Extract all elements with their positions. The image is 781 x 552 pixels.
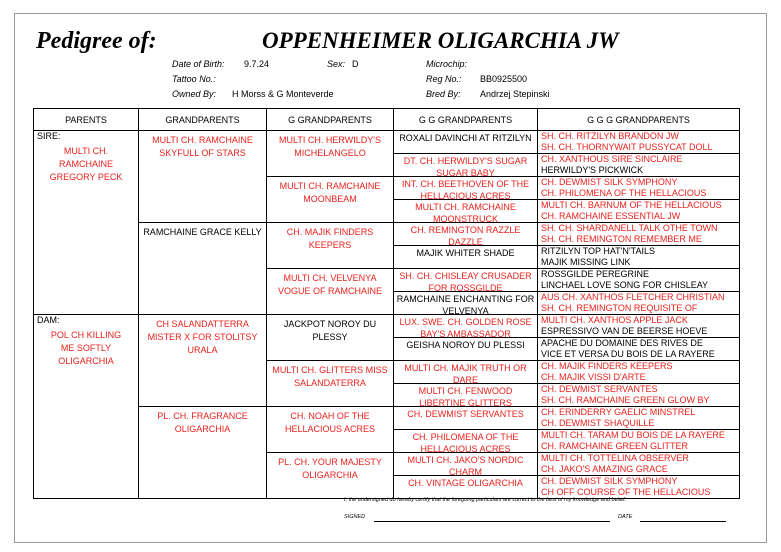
g-grandparent-name: MULTI CH. VELVENYA VOGUE OF RAMCHAINE bbox=[277, 273, 382, 296]
gg-grandparent-name-cell bbox=[394, 430, 538, 453]
grandparent-name-cell bbox=[139, 315, 267, 407]
ggg-grandparent-pair bbox=[538, 200, 740, 223]
bred-value: Andrzej Stepinski bbox=[480, 89, 550, 99]
ggg-grandparent-name: ESPRESSIVO VAN DE BEERSE HOEVE bbox=[541, 325, 708, 336]
ggg-grandparent-name: SH. CH. THORNYWAIT PUSSYCAT DOLL bbox=[541, 141, 713, 152]
reg-value: BB0925500 bbox=[480, 74, 528, 84]
gg-grandparent-name: INT. CH. BEETHOVEN OF THE HELLACIOUS ACRES bbox=[401, 179, 530, 200]
gg-grandparent-name-cell bbox=[394, 154, 538, 177]
ggg-grandparent-pair bbox=[538, 407, 740, 430]
grandparent-name-cell bbox=[139, 223, 267, 315]
gg-grandparent-name-cell bbox=[394, 338, 538, 361]
ggg-grandparent-name: CH. MAJIK FINDERS KEEPERS bbox=[541, 361, 673, 371]
gg-grandparent-name-cell bbox=[394, 407, 538, 430]
gg-grandparent-name-cell bbox=[394, 315, 538, 338]
ggg-grandparent-name: MULTI CH. BARNUM OF THE HELLACIOUS bbox=[541, 200, 722, 210]
ggg-grandparent-name: MULTI CH. XANTHOS APPLE JACK bbox=[541, 315, 688, 325]
ggg-grandparent-pair bbox=[538, 177, 740, 200]
ggg-grandparent-name: MAJIK MISSING LINK bbox=[541, 256, 631, 267]
column-header-ggg-grandparents: G G G GRANDPARENTS bbox=[538, 109, 740, 131]
gg-grandparent-name-cell bbox=[394, 269, 538, 292]
sire-label: SIRE: bbox=[37, 131, 61, 141]
ggg-grandparent-pair bbox=[538, 476, 740, 499]
dam-name-cell bbox=[34, 315, 139, 499]
tattoo-label: Tattoo No.: bbox=[172, 74, 216, 84]
g-grandparent-name: JACKPOT NOROY DU PLESSY bbox=[283, 319, 377, 342]
microchip-label: Microchip: bbox=[426, 59, 468, 69]
grandparent-name: PL. CH. FRAGRANCE OLIGARCHIA bbox=[157, 411, 248, 434]
gg-grandparent-name: RAMCHAINE ENCHANTING FOR VELVENYA bbox=[396, 294, 535, 315]
ggg-grandparent-name: HERWILDY'S PICKWICK bbox=[541, 164, 644, 175]
gg-grandparent-name: SH. CH. CHISLEAY CRUSADER FOR ROSSGILDE bbox=[399, 271, 532, 292]
ggg-grandparent-name: APACHE DU DOMAINE DES RIVES DE bbox=[541, 338, 703, 348]
gg-grandparent-name-cell bbox=[394, 177, 538, 200]
ggg-grandparent-pair bbox=[538, 453, 740, 476]
ggg-grandparent-pair bbox=[538, 315, 740, 338]
gg-grandparent-name: DT. CH. HERWILDY'S SUGAR SUGAR BABY bbox=[403, 156, 528, 177]
ggg-grandparent-pair bbox=[538, 430, 740, 453]
ggg-grandparent-pair bbox=[538, 269, 740, 292]
sire-name: MULTI CH. RAMCHAINE GREGORY PECK bbox=[49, 146, 123, 182]
gg-grandparent-name-cell bbox=[394, 384, 538, 407]
g-grandparent-name: MULTI CH. HERWILDY'S MICHELANGELO bbox=[279, 135, 381, 158]
column-header-gg-grandparents: G G GRANDPARENTS bbox=[394, 109, 538, 131]
g-grandparent-name: MULTI CH. RAMCHAINE MOONBEAM bbox=[279, 181, 381, 204]
ggg-grandparent-pair bbox=[538, 131, 740, 154]
ggg-grandparent-name: CH. DEWMIST SILK SYMPHONY bbox=[541, 177, 678, 187]
g-grandparent-name-cell bbox=[267, 315, 394, 361]
gg-grandparent-name-cell bbox=[394, 292, 538, 315]
dob-value: 9.7.24 bbox=[244, 59, 270, 69]
gg-grandparent-name: LUX. SWE. CH. GOLDEN ROSE BAY'S AMBASSADOR bbox=[399, 317, 532, 338]
gg-grandparent-name: CH. VINTAGE OLIGARCHIA bbox=[408, 478, 523, 488]
ggg-grandparent-name: LINCHAEL LOVE SONG FOR CHISLEAY bbox=[541, 279, 709, 290]
ggg-grandparent-name: SH. CH. RAMCHAINE GREEN GLOW BY bbox=[541, 394, 710, 405]
grandparent-name-cell bbox=[139, 131, 267, 223]
gg-grandparent-name: ROXALI DAVINCHI AT RITZILYN bbox=[399, 133, 532, 143]
gg-grandparent-name-cell bbox=[394, 361, 538, 384]
ggg-grandparent-name: CH. DEWMIST SHAQUILLE bbox=[541, 417, 655, 428]
gg-grandparent-name-cell bbox=[394, 131, 538, 154]
gg-grandparent-name: CH. DEWMIST SERVANTES bbox=[407, 409, 524, 419]
ggg-grandparent-pair bbox=[538, 154, 740, 177]
ggg-grandparent-name: SH. CH. REMINGTON REMEMBER ME bbox=[541, 233, 702, 244]
dam-label: DAM: bbox=[37, 315, 60, 325]
ggg-grandparent-pair bbox=[538, 223, 740, 246]
gg-grandparent-name: CH. REMINGTON RAZZLE DAZZLE bbox=[410, 225, 521, 246]
column-header-g-grandparents: G GRANDPARENTS bbox=[267, 109, 394, 131]
ggg-grandparent-name: VICE ET VERSA DU BOIS DE LA RAYERE bbox=[541, 348, 715, 359]
owned-value: H Morss & G Monteverde bbox=[232, 89, 334, 99]
g-grandparent-name-cell bbox=[267, 407, 394, 453]
g-grandparent-name-cell bbox=[267, 131, 394, 177]
gg-grandparent-name-cell bbox=[394, 453, 538, 476]
g-grandparent-name: PL. CH. YOUR MAJESTY OLIGARCHIA bbox=[278, 457, 382, 480]
ggg-grandparent-pair bbox=[538, 292, 740, 315]
ggg-grandparent-name: CH. XANTHOUS SIRE SINCLAIRE bbox=[541, 154, 683, 164]
ggg-grandparent-name: CH. RAMCHAINE ESSENTIAL JW bbox=[541, 210, 681, 221]
g-grandparent-name-cell bbox=[267, 361, 394, 407]
column-header-grandparents: GRANDPARENTS bbox=[139, 109, 267, 131]
ggg-grandparent-pair bbox=[538, 338, 740, 361]
date-label: DATE bbox=[618, 514, 633, 520]
gg-grandparent-name-cell bbox=[394, 476, 538, 499]
ggg-grandparent-name: AUS CH. XANTHOS FLETCHER CHRISTIAN bbox=[541, 292, 725, 302]
ggg-grandparent-name: CH. RAMCHAINE GREEN GLITTER bbox=[541, 440, 689, 451]
signature-line[interactable] bbox=[374, 521, 610, 522]
gg-grandparent-name-cell bbox=[394, 246, 538, 269]
certification-text: I, the undersigned do hereby certify that the foregoing particulars are correct to the best of my knowledge and belief. bbox=[344, 497, 627, 503]
column-header-parents: PARENTS bbox=[34, 109, 139, 131]
ggg-grandparent-name: CH. DEWMIST SERVANTES bbox=[541, 384, 658, 394]
gg-grandparent-name: MULTI CH. MAJIK TRUTH OR DARE bbox=[404, 363, 527, 384]
ggg-grandparent-name: CH. DEWMIST SILK SYMPHONY bbox=[541, 476, 678, 486]
g-grandparent-name-cell bbox=[267, 269, 394, 315]
ggg-grandparent-name: CH. MAJIK VISSI D'ARTE bbox=[541, 371, 646, 382]
grandparent-name: MULTI CH. RAMCHAINE SKYFULL OF STARS bbox=[152, 135, 253, 158]
gg-grandparent-name-cell bbox=[394, 223, 538, 246]
ggg-grandparent-name: SH. CH. RITZILYN BRANDON JW bbox=[541, 131, 679, 141]
pedigree-title-label: Pedigree of: bbox=[36, 28, 157, 54]
gg-grandparent-name-cell bbox=[394, 200, 538, 223]
gg-grandparent-name: MULTI CH. RAMCHAINE MOONSTRUCK bbox=[415, 202, 516, 223]
signed-label: SIGNED bbox=[344, 514, 366, 520]
gg-grandparent-name: MULTI CH. JAKO'S NORDIC CHARM bbox=[407, 455, 524, 476]
ggg-grandparent-pair bbox=[538, 361, 740, 384]
ggg-grandparent-name: ROSSGILDE PEREGRINE bbox=[541, 269, 650, 279]
grandparent-name: CH SALANDATTERRA MISTER X FOR STOLITSY URALA bbox=[147, 319, 258, 355]
reg-label: Reg No.: bbox=[426, 74, 462, 84]
ggg-grandparent-pair bbox=[538, 384, 740, 407]
gg-grandparent-name: MAJIK WHITER SHADE bbox=[416, 248, 515, 258]
ggg-grandparent-name: CH. PHILOMENA OF THE HELLACIOUS bbox=[541, 187, 707, 198]
ggg-grandparent-name: MULTI CH. TOTTELINA OBSERVER bbox=[541, 453, 689, 463]
gg-grandparent-name: CH. PHILOMENA OF THE HELLACIOUS ACRES bbox=[412, 432, 519, 453]
ggg-grandparent-name: CH OFF COURSE OF THE HELLACIOUS bbox=[541, 486, 711, 497]
g-grandparent-name: CH. MAJIK FINDERS KEEPERS bbox=[286, 227, 374, 250]
g-grandparent-name: MULTI CH. GLITTERS MISS SALANDATERRA bbox=[272, 365, 388, 388]
bred-label: Bred By: bbox=[426, 89, 461, 99]
gg-grandparent-name: MULTI CH. FENWOOD LIBERTINE GLITTERS bbox=[418, 386, 513, 407]
date-line[interactable] bbox=[640, 521, 726, 522]
sire-name-cell bbox=[34, 131, 139, 315]
g-grandparent-name-cell bbox=[267, 223, 394, 269]
grandparent-name: RAMCHAINE GRACE KELLY bbox=[143, 227, 262, 237]
dob-label: Date of Birth: bbox=[172, 59, 225, 69]
g-grandparent-name-cell bbox=[267, 177, 394, 223]
ggg-grandparent-name: RITZILYN TOP HAT'N'TAILS bbox=[541, 246, 655, 256]
ggg-grandparent-name: CH. ERINDERRY GAELIC MINSTREL bbox=[541, 407, 696, 417]
ggg-grandparent-name: MULTI CH. TARAM DU BOIS DE LA RAYERE bbox=[541, 430, 725, 440]
gg-grandparent-name: GEISHA NOROY DU PLESSI bbox=[406, 340, 525, 350]
sex-label: Sex: bbox=[327, 59, 346, 69]
g-grandparent-name-cell bbox=[267, 453, 394, 499]
sex-value: D bbox=[352, 59, 359, 69]
dam-name: POL CH KILLING ME SOFTLY OLIGARCHIA bbox=[50, 330, 122, 366]
ggg-grandparent-pair bbox=[538, 246, 740, 269]
owned-label: Owned By: bbox=[172, 89, 217, 99]
dog-name: OPPENHEIMER OLIGARCHIA JW bbox=[262, 28, 619, 53]
pedigree-table bbox=[33, 108, 740, 499]
ggg-grandparent-name: SH. CH. SHARDANELL TALK OTHE TOWN bbox=[541, 223, 718, 233]
ggg-grandparent-name: SH. CH. REMINGTON REQUISITE OF bbox=[541, 302, 698, 313]
ggg-grandparent-name: CH. JAKO'S AMAZING GRACE bbox=[541, 463, 668, 474]
grandparent-name-cell bbox=[139, 407, 267, 499]
g-grandparent-name: CH. NOAH OF THE HELLACIOUS ACRES bbox=[284, 411, 376, 434]
